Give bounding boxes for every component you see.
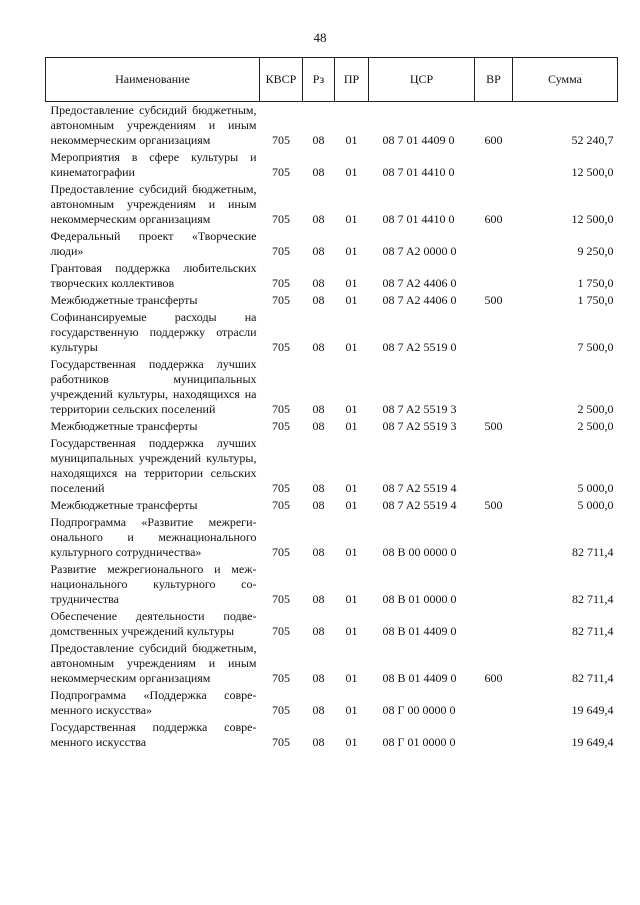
cell-rz: 08 (312, 419, 325, 433)
cell-kvsr: 705 (272, 276, 290, 290)
cell-csr: 08 7 A2 5519 4 (382, 481, 457, 495)
cell-sum: 2 500,0 (577, 419, 614, 433)
cell-kvsr: 705 (272, 293, 290, 307)
cell-sum: 7 500,0 (577, 340, 614, 354)
cell-kvsr: 705 (272, 703, 290, 717)
cell-name: Межбюджетные трансферты (50, 498, 198, 512)
cell-name: Подпрограмма «Поддержка современного искусства» (50, 688, 257, 717)
cell-pr: 01 (345, 592, 358, 606)
cell-vr: 500 (484, 498, 503, 512)
cell-csr: 08 7 A2 5519 0 (382, 340, 457, 354)
cell-pr: 01 (345, 340, 358, 354)
cell-name: Предоставление субсидий бюджетным, автономным учреждениям и иным некоммерческим организациям (50, 103, 257, 147)
cell-sum: 12 500,0 (571, 212, 614, 226)
cell-pr: 01 (345, 624, 358, 638)
cell-csr: 08 B 01 0000 0 (382, 592, 457, 606)
cell-vr: 600 (484, 133, 503, 147)
cell-csr: 08 7 A2 5519 4 (382, 498, 457, 512)
cell-pr: 01 (345, 498, 358, 512)
cell-kvsr: 705 (272, 340, 290, 354)
cell-kvsr: 705 (272, 212, 290, 226)
cell-pr: 01 (345, 276, 358, 290)
cell-rz: 08 (312, 340, 325, 354)
cell-kvsr: 705 (272, 419, 290, 433)
cell-name: Подпрограмма «Развитие межрегионального и межнационального культурного сотрудничества» (50, 515, 257, 559)
cell-kvsr: 705 (272, 244, 290, 258)
cell-pr: 01 (345, 671, 358, 685)
cell-csr: 08 7 A2 5519 3 (382, 419, 457, 433)
cell-sum: 19 649,4 (571, 735, 614, 749)
table-row (46, 561, 618, 608)
cell-csr: 08 7 01 4409 0 (382, 133, 455, 147)
table-row (46, 719, 618, 751)
cell-vr (475, 687, 513, 719)
cell-kvsr: 705 (272, 165, 290, 179)
cell-csr: 08 7 01 4410 0 (382, 165, 455, 179)
cell-pr: 01 (345, 703, 358, 717)
cell-csr: 08 7 A2 4406 0 (382, 293, 457, 307)
table-row (46, 435, 618, 497)
cell-vr (475, 356, 513, 418)
cell-name: Межбюджетные трансферты (50, 419, 198, 433)
cell-csr: 08 B 00 0000 0 (382, 545, 457, 559)
cell-kvsr: 705 (272, 498, 290, 512)
cell-rz: 08 (312, 244, 325, 258)
cell-name: Обеспечение деятельности подведомственных учреждений культуры (50, 609, 257, 638)
cell-name: Государственная поддержка современного искусства (50, 720, 257, 749)
cell-kvsr: 705 (272, 624, 290, 638)
cell-sum: 9 250,0 (577, 244, 614, 258)
header-sum: Сумма (513, 58, 618, 102)
cell-name: Софинансируемые расходы на государственную поддержку отрасли культуры (50, 310, 257, 354)
table-body (46, 102, 618, 752)
cell-pr: 01 (345, 212, 358, 226)
cell-csr: 08 7 01 4410 0 (382, 212, 455, 226)
cell-name: Развитие межрегионального и межнационального культурного сотрудничества (50, 562, 257, 606)
table-row (46, 687, 618, 719)
cell-vr (475, 228, 513, 260)
cell-kvsr: 705 (272, 735, 290, 749)
cell-kvsr: 705 (272, 592, 290, 606)
cell-vr (475, 608, 513, 640)
cell-sum: 82 711,4 (571, 592, 614, 606)
cell-kvsr: 705 (272, 545, 290, 559)
header-vr: ВР (475, 58, 513, 102)
cell-kvsr: 705 (272, 133, 290, 147)
cell-vr: 600 (484, 671, 503, 685)
cell-vr (475, 719, 513, 751)
cell-csr: 08 7 A2 0000 0 (382, 244, 457, 258)
table-row (46, 608, 618, 640)
cell-sum: 5 000,0 (577, 481, 614, 495)
cell-sum: 1 750,0 (577, 276, 614, 290)
header-rz: Рз (303, 58, 335, 102)
cell-name: Предоставление субсидий бюджетным, автономным учреждениям и иным некоммерческим организациям (50, 182, 257, 226)
cell-kvsr: 705 (272, 671, 290, 685)
cell-vr (475, 561, 513, 608)
cell-csr: 08 Г 01 0000 0 (382, 735, 456, 749)
cell-name: Государственная поддержка лучших работников муниципальных учреждений культуры, находящихся на территории сельских поселений (50, 357, 257, 416)
table-header (46, 58, 618, 102)
cell-rz: 08 (312, 703, 325, 717)
table-row (46, 356, 618, 418)
cell-rz: 08 (312, 498, 325, 512)
cell-sum: 82 711,4 (571, 671, 614, 685)
table-row (46, 640, 618, 687)
cell-rz: 08 (312, 671, 325, 685)
cell-pr: 01 (345, 402, 358, 416)
table-row (46, 418, 618, 435)
cell-vr (475, 149, 513, 181)
cell-name: Федеральный проект «Творческие люди» (50, 229, 257, 258)
cell-sum: 2 500,0 (577, 402, 614, 416)
cell-rz: 08 (312, 276, 325, 290)
cell-rz: 08 (312, 735, 325, 749)
cell-vr: 500 (484, 293, 503, 307)
table-row (46, 181, 618, 228)
table-row (46, 228, 618, 260)
cell-name: Государственная поддержка лучших муниципальных учреждений культуры, находящихся на территории сельских поселений (50, 436, 257, 495)
cell-pr: 01 (345, 293, 358, 307)
cell-vr (475, 309, 513, 356)
cell-rz: 08 (312, 481, 325, 495)
cell-pr: 01 (345, 244, 358, 258)
cell-sum: 19 649,4 (571, 703, 614, 717)
table-row (46, 292, 618, 309)
header-name: Наименование (46, 58, 260, 102)
table-row (46, 149, 618, 181)
cell-vr: 500 (484, 419, 503, 433)
cell-rz: 08 (312, 624, 325, 638)
cell-pr: 01 (345, 133, 358, 147)
table-row (46, 497, 618, 514)
cell-kvsr: 705 (272, 402, 290, 416)
cell-pr: 01 (345, 481, 358, 495)
cell-vr (475, 435, 513, 497)
cell-rz: 08 (312, 212, 325, 226)
cell-pr: 01 (345, 545, 358, 559)
cell-rz: 08 (312, 402, 325, 416)
cell-csr: 08 B 01 4409 0 (382, 624, 457, 638)
cell-name: Грантовая поддержка любительских творческих коллективов (50, 261, 257, 290)
cell-csr: 08 7 A2 4406 0 (382, 276, 457, 290)
cell-sum: 52 240,7 (571, 133, 614, 147)
table-row (46, 309, 618, 356)
cell-name: Предоставление субсидий бюджетным, автономным учреждениям и иным некоммерческим организациям (50, 641, 257, 685)
table-row (46, 260, 618, 292)
cell-vr (475, 514, 513, 561)
cell-vr: 600 (484, 212, 503, 226)
cell-csr: 08 7 A2 5519 3 (382, 402, 457, 416)
table-row (46, 514, 618, 561)
cell-pr: 01 (345, 419, 358, 433)
cell-rz: 08 (312, 293, 325, 307)
cell-vr (475, 260, 513, 292)
header-pr: ПР (335, 58, 369, 102)
cell-rz: 08 (312, 545, 325, 559)
cell-sum: 12 500,0 (571, 165, 614, 179)
cell-sum: 82 711,4 (571, 545, 614, 559)
cell-kvsr: 705 (272, 481, 290, 495)
budget-table (45, 57, 618, 751)
cell-rz: 08 (312, 165, 325, 179)
page-number: 48 (313, 30, 327, 45)
cell-pr: 01 (345, 735, 358, 749)
cell-name: Межбюджетные трансферты (50, 293, 198, 307)
header-row (46, 58, 618, 102)
cell-name: Мероприятия в сфере культуры и кинематографии (50, 150, 257, 179)
cell-csr: 08 B 01 4409 0 (382, 671, 457, 685)
cell-sum: 5 000,0 (577, 498, 614, 512)
cell-pr: 01 (345, 165, 358, 179)
cell-rz: 08 (312, 592, 325, 606)
header-csr: ЦСР (369, 58, 475, 102)
cell-sum: 82 711,4 (571, 624, 614, 638)
cell-sum: 1 750,0 (577, 293, 614, 307)
cell-rz: 08 (312, 133, 325, 147)
table-row (46, 102, 618, 150)
cell-csr: 08 Г 00 0000 0 (382, 703, 456, 717)
header-kvsr: КВСР (260, 58, 303, 102)
